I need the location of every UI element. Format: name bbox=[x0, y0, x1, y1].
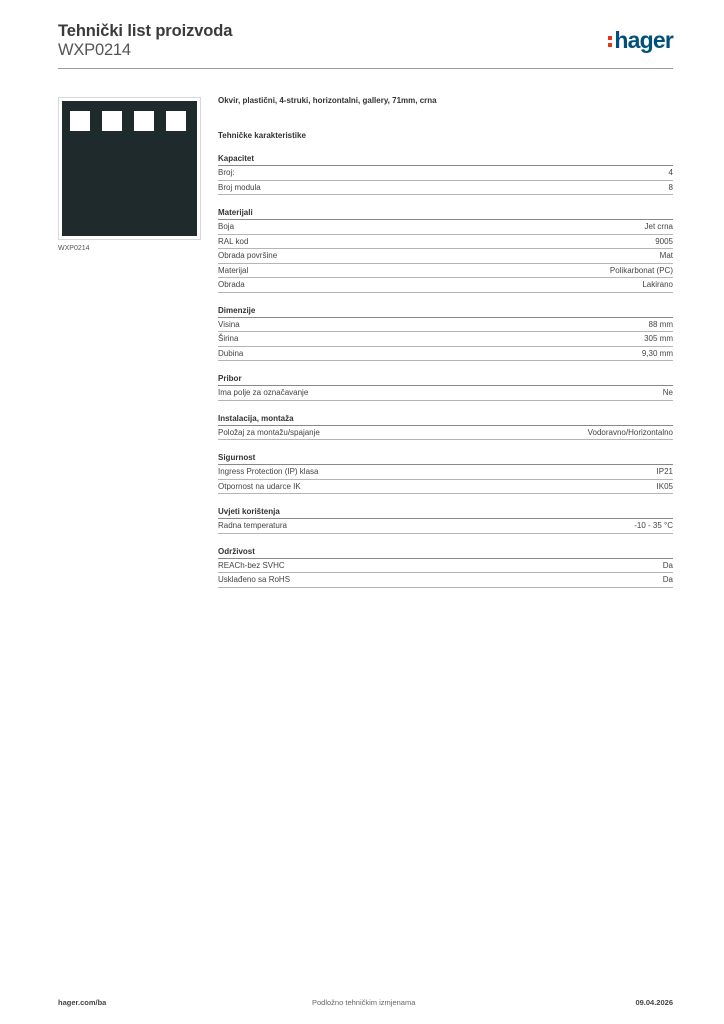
footer-date: 09.04.2026 bbox=[635, 998, 673, 1007]
spec-label: Položaj za montažu/spajanje bbox=[218, 427, 320, 437]
spec-value: Da bbox=[662, 575, 673, 584]
spec-value: 88 mm bbox=[648, 319, 673, 329]
section-odrzivost bbox=[218, 546, 673, 588]
spec-value: 8 bbox=[668, 182, 673, 192]
section-title: Materijali bbox=[218, 207, 673, 220]
spec-label: Otpornost na udarce IK bbox=[218, 481, 301, 491]
frame-illustration bbox=[62, 101, 197, 236]
spec-label: Dubina bbox=[218, 348, 244, 358]
spec-value: 4 bbox=[668, 168, 673, 177]
spec-row bbox=[218, 386, 673, 401]
product-code: WXP0214 bbox=[58, 41, 131, 59]
frame-slot bbox=[102, 111, 122, 131]
spec-row bbox=[218, 465, 673, 480]
spec-label: Broj: bbox=[218, 168, 235, 177]
frame-slot bbox=[70, 111, 90, 131]
spec-value: 305 mm bbox=[644, 334, 673, 343]
product-description: Okvir, plastični, 4-struki, horizontalni, gallery, 71mm, crna bbox=[218, 96, 437, 105]
section-title: Dimenzije bbox=[218, 305, 673, 318]
section-uvjeti-koristenja bbox=[218, 506, 673, 534]
document-title: Tehnički list proizvoda bbox=[58, 22, 233, 40]
spec-label: RAL kod bbox=[218, 236, 249, 246]
section-dimenzije bbox=[218, 305, 673, 362]
spec-row bbox=[218, 181, 673, 196]
spec-row bbox=[218, 426, 673, 441]
technical-heading: Tehničke karakteristike bbox=[218, 131, 306, 140]
spec-row bbox=[218, 278, 673, 293]
spec-row bbox=[218, 318, 673, 333]
spec-label: Visina bbox=[218, 319, 240, 329]
logo-dots-icon bbox=[608, 36, 612, 47]
section-title: Uvjeti korištenja bbox=[218, 506, 673, 519]
spec-value: Vodoravno/Horizontalno bbox=[587, 427, 673, 437]
section-kapacitet bbox=[218, 153, 673, 195]
spec-content bbox=[218, 96, 673, 588]
frame-slot bbox=[166, 111, 186, 131]
spec-row bbox=[218, 166, 673, 181]
footer-notice: Podložno tehničkim izmjenama bbox=[312, 998, 416, 1007]
image-caption: WXP0214 bbox=[58, 245, 90, 252]
spec-value: Mat bbox=[659, 251, 673, 260]
spec-row bbox=[218, 480, 673, 495]
spec-label: Boja bbox=[218, 222, 235, 231]
section-sigurnost bbox=[218, 452, 673, 494]
spec-value: IK05 bbox=[656, 481, 673, 491]
spec-label: Radna temperatura bbox=[218, 521, 287, 530]
spec-label: Obrada površine bbox=[218, 251, 278, 260]
spec-value: 9005 bbox=[655, 236, 673, 246]
spec-value: IP21 bbox=[656, 467, 673, 476]
spec-row bbox=[218, 559, 673, 574]
section-title: Održivost bbox=[218, 546, 673, 559]
footer-website-link[interactable]: hager.com/ba bbox=[58, 998, 107, 1007]
frame-slot bbox=[134, 111, 154, 131]
spec-value: Lakirano bbox=[642, 280, 673, 289]
spec-row bbox=[218, 264, 673, 279]
spec-row bbox=[218, 220, 673, 235]
spec-row bbox=[218, 573, 673, 588]
spec-row bbox=[218, 347, 673, 362]
page-header bbox=[58, 21, 673, 69]
spec-label: Materijal bbox=[218, 265, 249, 275]
section-title: Pribor bbox=[218, 373, 673, 386]
spec-label: REACh-bez SVHC bbox=[218, 560, 285, 570]
header-divider bbox=[58, 68, 673, 69]
logo-text: hager bbox=[614, 27, 673, 53]
spec-value: Jet crna bbox=[644, 222, 673, 231]
spec-value: Ne bbox=[662, 388, 673, 397]
product-image bbox=[58, 97, 201, 240]
spec-value: -10 - 35 °C bbox=[634, 521, 673, 530]
spec-label: Širina bbox=[218, 334, 239, 343]
section-title: Instalacija, montaža bbox=[218, 413, 673, 426]
spec-label: Ima polje za označavanje bbox=[218, 388, 309, 397]
section-instalacija bbox=[218, 413, 673, 441]
spec-label: Obrada bbox=[218, 280, 245, 289]
spec-label: Broj modula bbox=[218, 182, 261, 192]
section-materijali bbox=[218, 207, 673, 293]
section-title: Sigurnost bbox=[218, 452, 673, 465]
spec-value: 9,30 mm bbox=[641, 348, 673, 358]
hager-logo[interactable] bbox=[608, 28, 673, 52]
spec-row bbox=[218, 235, 673, 250]
section-title: Kapacitet bbox=[218, 153, 673, 166]
spec-row bbox=[218, 249, 673, 264]
spec-value: Da bbox=[662, 560, 673, 570]
spec-label: Ingress Protection (IP) klasa bbox=[218, 467, 319, 476]
spec-label: Usklađeno sa RoHS bbox=[218, 575, 291, 584]
spec-row bbox=[218, 519, 673, 534]
spec-value: Polikarbonat (PC) bbox=[609, 265, 673, 275]
spec-row bbox=[218, 332, 673, 347]
section-pribor bbox=[218, 373, 673, 401]
